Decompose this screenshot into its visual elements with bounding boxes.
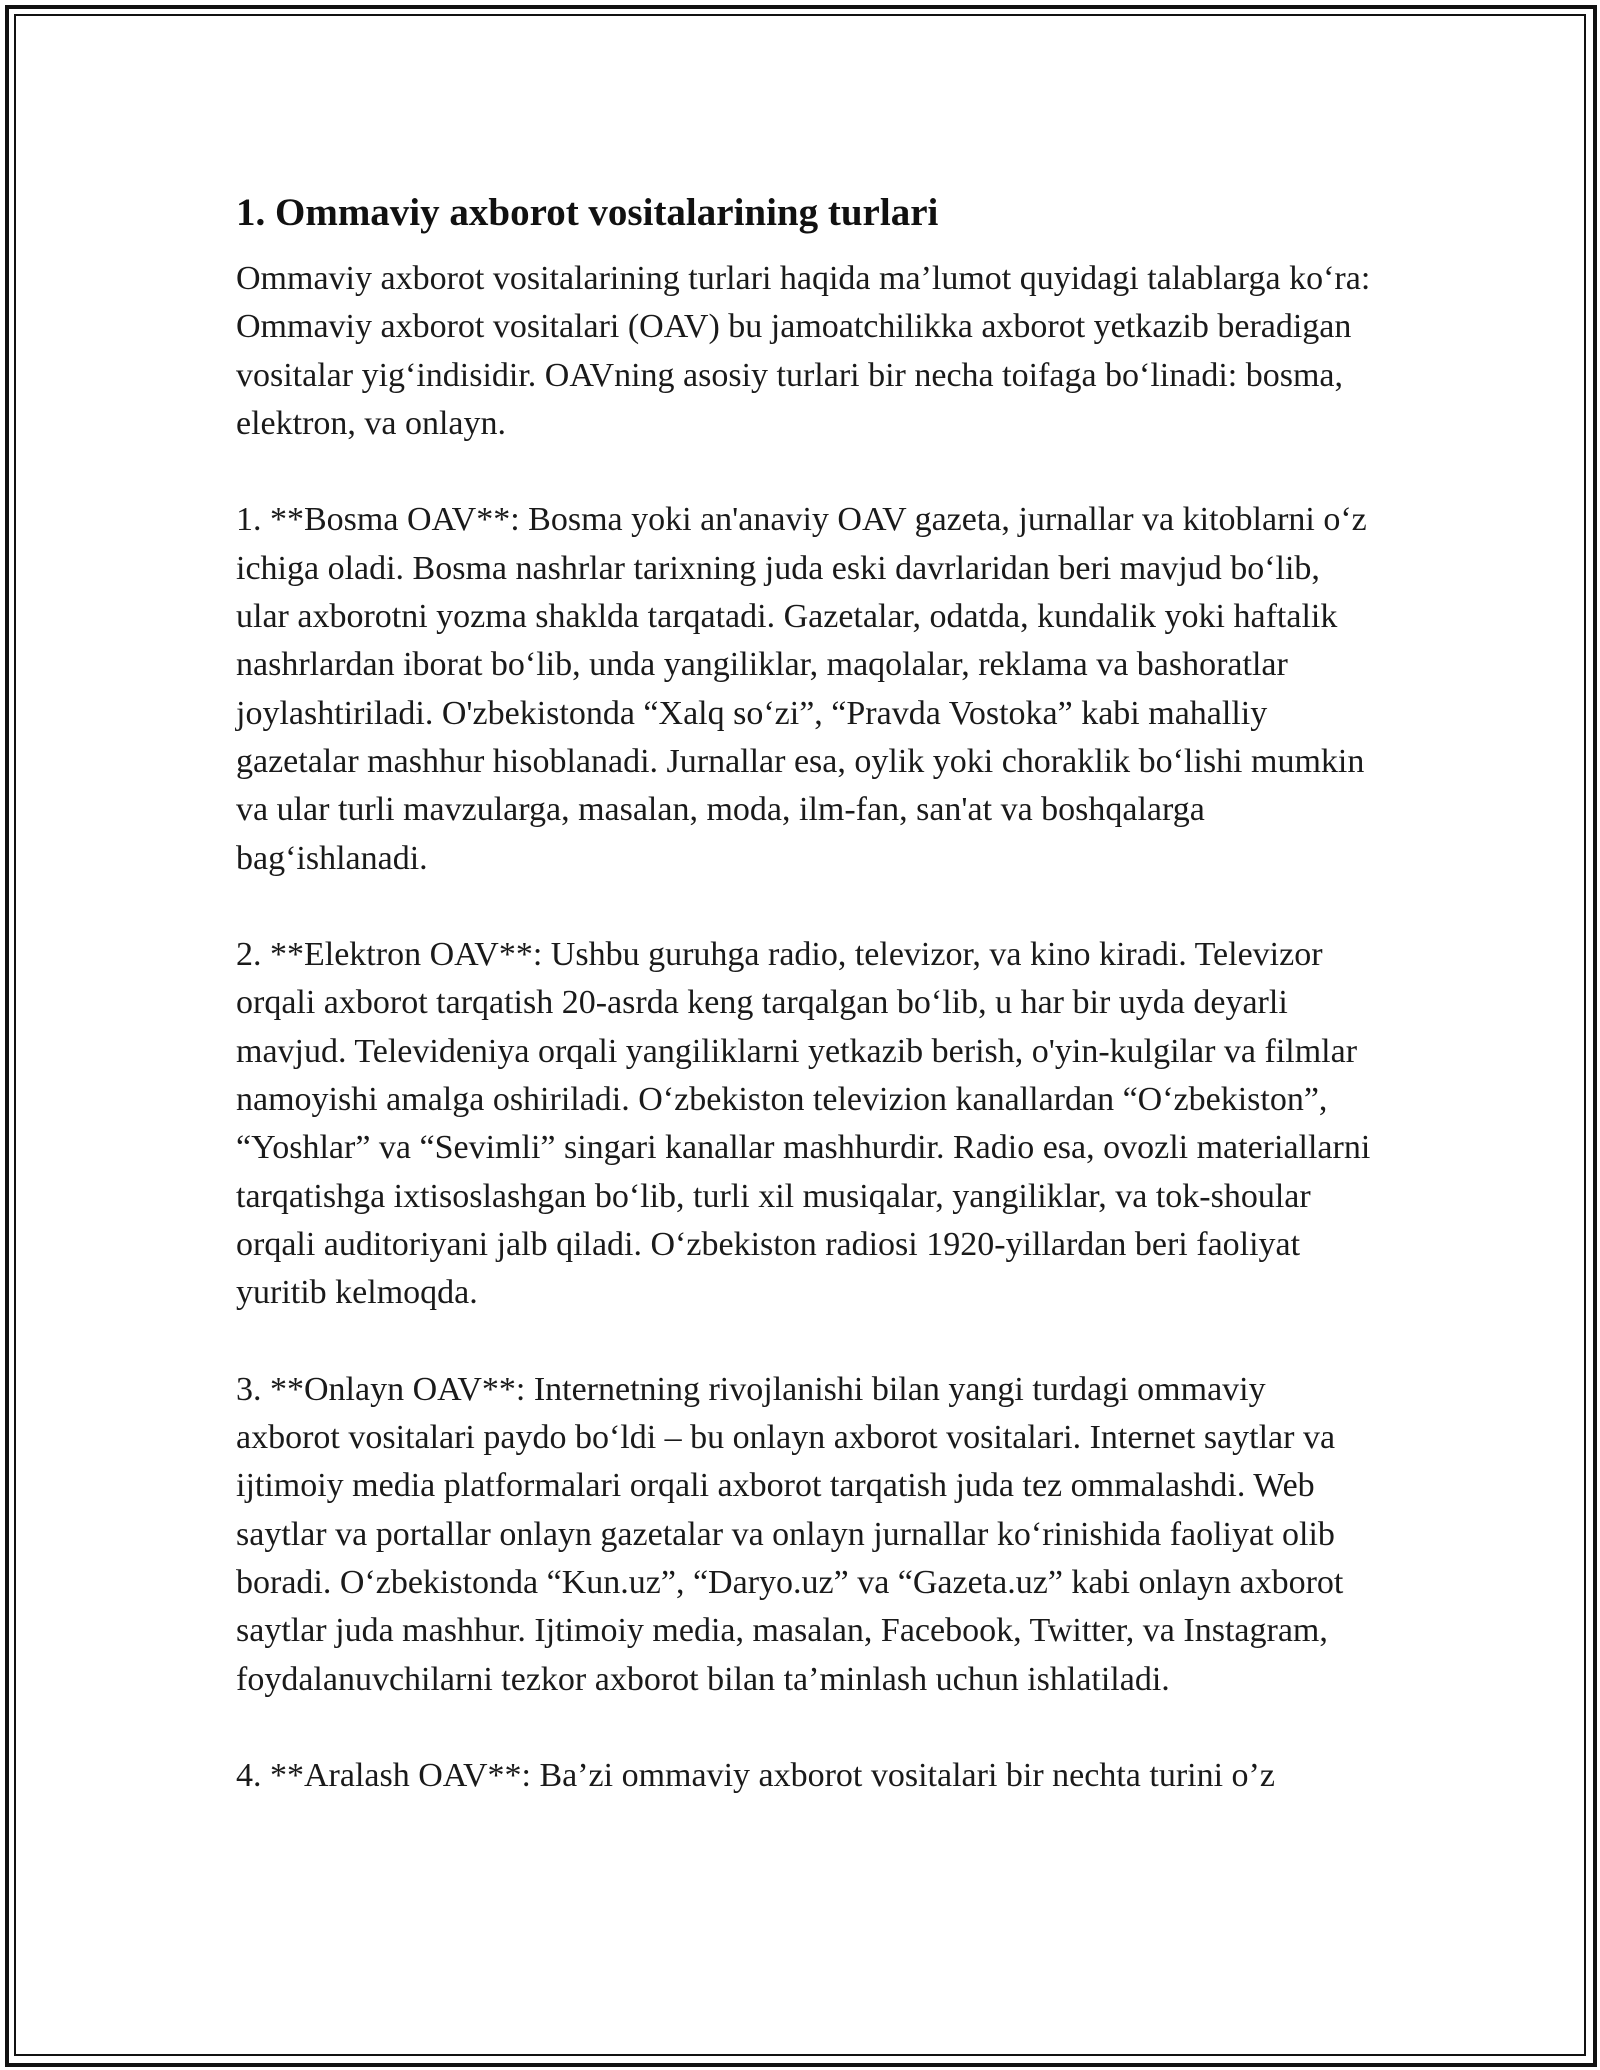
paragraph-intro: Ommaviy axborot vositalarining turlari haqida ma’lumot quyidagi talablarga ko‘ra: Ommaviy axborot vositalari (OAV) bu jamoatchilikka axborot yetkazib beradigan vositalar yig‘indisidir. OAVning asosiy turlari bir necha toifaga bo‘linadi: bosma, elektron, va onlayn. — [236, 260, 1371, 442]
paragraph-online-media: 3. **Onlayn OAV**: Internetning rivojlanishi bilan yangi turdagi ommaviy axborot vositalari paydo bo‘ldi – bu onlayn axborot vositalari. Internet saytlar va ijtimoiy media platformalari orqali axborot tarqatish juda tez ommalashdi. Web saytlar va portallar onlayn gazetalar va onlayn jurnallar ko‘rinishida faoliyat olib boradi. O‘zbekistonda “Kun.uz”, “Daryo.uz” va “Gazeta.uz” kabi onlayn axborot saytlar juda mashhur. Ijtimoiy media, masalan, Facebook, Twitter, va Instagram, foydalanuvchilarni tezkor axborot bilan ta’minlash uchun ishlatiladi. — [236, 1370, 1344, 1698]
paragraph-electronic-media: 2. **Elektron OAV**: Ushbu guruhga radio, televizor, va kino kiradi. Televizor orqali axborot tarqatish 20-asrda keng tarqalgan bo‘lib, u har bir uyda deyarli mavjud. Televideniya orqali yangiliklarni yetkazib berish, o'yin-kulgilar va filmlar namoyishi amalga oshiriladi. O‘zbekiston televizion kanallardan “O‘zbekiston”, “Yoshlar” va “Sevimli” singari kanallar mashhurdir. Radio esa, ovozli materiallarni tarqatishga ixtisoslashgan bo‘lib, turli xil musiqalar, yangiliklar, va tok-shoular orqali auditoriyani jalb qiladi. O‘zbekiston radiosi 1920-yillardan beri faoliyat yuritib kelmoqda. — [236, 936, 1371, 1312]
paragraph-print-media: 1. **Bosma OAV**: Bosma yoki an'anaviy OAV gazeta, jurnallar va kitoblarni o‘z ichiga oladi. Bosma nashrlar tarixning juda eski davrlaridan beri mavjud bo‘lib, ular axborotni yozma shaklda tarqatadi. Gazetalar, odatda, kundalik yoki haftalik nashrlardan iborat bo‘lib, unda yangiliklar, maqolalar, reklama va bashoratlar joylashtiriladi. O'zbekistonda “Xalq so‘zi”, “Pravda Vostoka” kabi mahalliy gazetalar mashhur hisoblanadi. Jurnallar esa, oylik yoki choraklik bo‘lishi mumkin va ular turli mavzularga, masalan, moda, ilm-fan, san'at va boshqalarga bag‘ishlanadi. — [236, 501, 1367, 877]
document-title: 1. Ommaviy axborot vositalarining turlari — [236, 191, 939, 234]
paragraph-mixed-media: 4. **Aralash OAV**: Ba’zi ommaviy axborot vositalari bir nechta turini o’z — [236, 1757, 1275, 1795]
document-page — [236, 185, 1376, 1801]
